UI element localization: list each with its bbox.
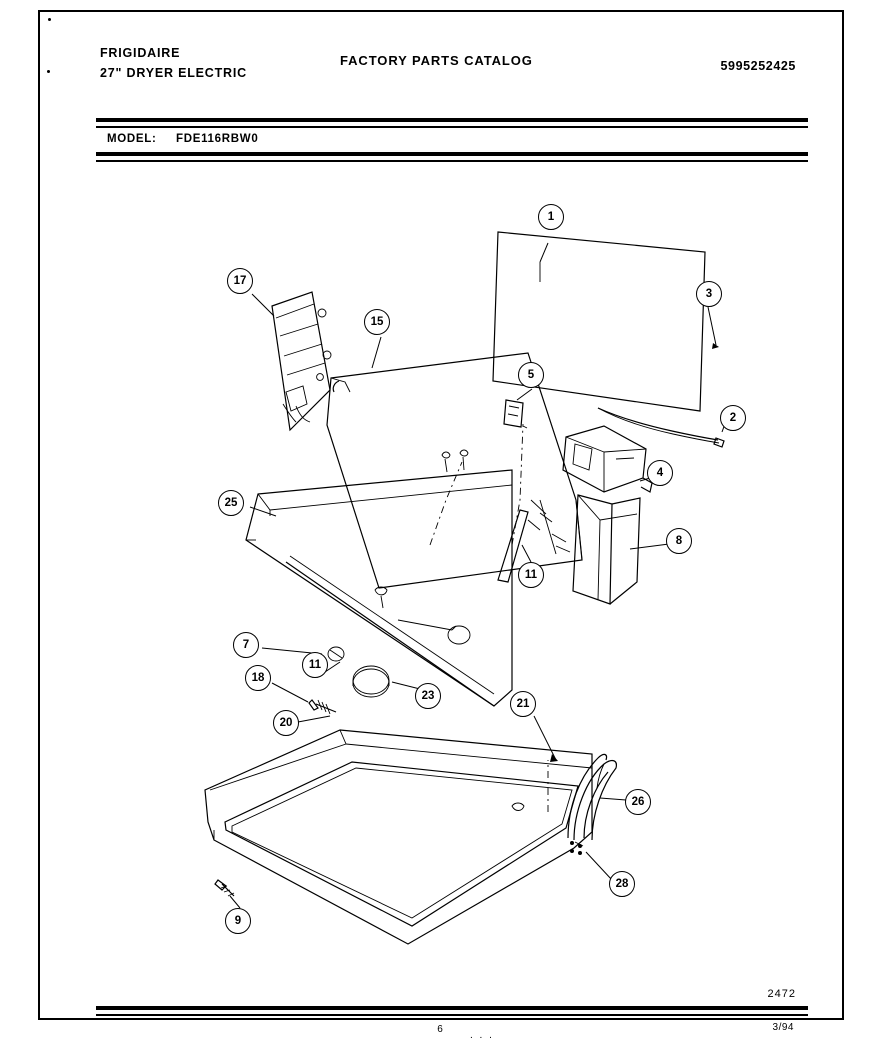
model-rule-thick (96, 152, 808, 156)
page-number: 6 (437, 1024, 443, 1035)
brand-name: FRIGIDAIRE (100, 46, 181, 60)
callout-18[interactable]: 18 (245, 665, 271, 691)
page-border (38, 10, 844, 1020)
footer-rule-thin (96, 1014, 808, 1016)
callout-3[interactable]: 3 (696, 281, 722, 307)
callout-20[interactable]: 20 (273, 710, 299, 736)
drawing-code: 2472 (767, 988, 796, 1000)
footer-rule-thick (96, 1006, 808, 1010)
callout-15[interactable]: 15 (364, 309, 390, 335)
product-type: 27" DRYER ELECTRIC (100, 66, 247, 80)
catalog-number: 5995252425 (720, 59, 796, 73)
callout-25[interactable]: 25 (218, 490, 244, 516)
model-label: MODEL: (107, 133, 157, 145)
callout-21[interactable]: 21 (510, 691, 536, 717)
callout-7[interactable]: 7 (233, 632, 259, 658)
callout-2[interactable]: 2 (720, 405, 746, 431)
callout-1[interactable]: 1 (538, 204, 564, 230)
footer-dots: . . . (470, 1030, 494, 1041)
model-rule-thin (96, 160, 808, 162)
callout-26[interactable]: 26 (625, 789, 651, 815)
callout-28[interactable]: 28 (609, 871, 635, 897)
catalog-title: FACTORY PARTS CATALOG (340, 53, 533, 68)
callout-11-upper[interactable]: 11 (518, 562, 544, 588)
callout-5[interactable]: 5 (518, 362, 544, 388)
header-rule-thin (96, 126, 808, 128)
header-rule-thick (96, 118, 808, 122)
callout-23[interactable]: 23 (415, 683, 441, 709)
model-value: FDE116RBW0 (176, 133, 259, 145)
callout-8[interactable]: 8 (666, 528, 692, 554)
callout-17[interactable]: 17 (227, 268, 253, 294)
callout-4[interactable]: 4 (647, 460, 673, 486)
callout-9[interactable]: 9 (225, 908, 251, 934)
callout-11-lower[interactable]: 11 (302, 652, 328, 678)
registration-dot-top-left (48, 18, 51, 21)
registration-dot-left (47, 70, 50, 73)
revision-date: 3/94 (772, 1022, 794, 1033)
